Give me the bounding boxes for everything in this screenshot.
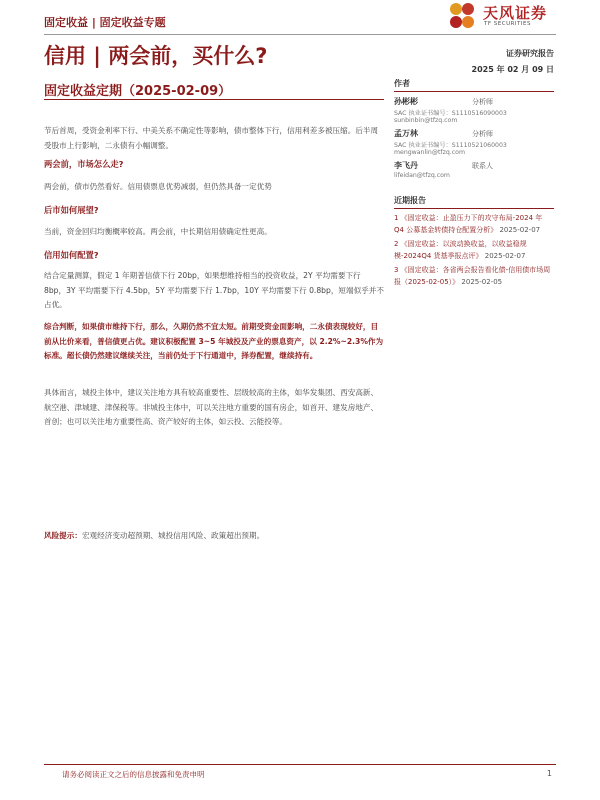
conclusion-paragraph: 综合判断，如果债市维持下行，那么，久期仍然不宜太短。前期受资金面影响，二永债表现较好，目前从比价来看，普信债更占优。建议积极配置 3~5 年城投及产业的票息资产，以 2.2%~2.3%作为标准。超长债仍然建议继续关注，当前仍处于下行通道中，择券配置，继续持有。: [44, 322, 384, 360]
recent-report-date: 2025-02-07: [484, 251, 526, 260]
recent-report-item[interactable]: [394, 213, 554, 236]
author-email[interactable]: lifeidan@tfzq.com: [394, 172, 450, 179]
recent-report-title[interactable]: 1 《固定收益：止盈压力下的攻守布局-2024 年 Q4 公募基金转债持仓配置分析》: [394, 214, 543, 234]
footer-disclaimer: 请务必阅读正文之后的信息披露和免责申明: [62, 770, 205, 779]
subtitle-divider: [44, 99, 384, 100]
section-heading-market: 两会前，市场怎么走?: [44, 159, 124, 169]
recent-report-title[interactable]: 2 《固定收益：以波动换收益，以收益稳规模-2024Q4 货基季报点评》: [394, 240, 527, 260]
report-date: 2025 年 02 月 09 日: [471, 65, 554, 74]
section-text-allocation: 结合定量测算，假定 1 年期普信债下行 20bp，如果想维持相当的投资收益，2Y 平均需要下行 8bp，3Y 平均需要下行 4.5bp，5Y 平均需要下行 1.7bp，10Y 平均需要下行 0.8bp，短端似乎并不占优。: [44, 271, 384, 309]
risk-warning: [44, 530, 264, 541]
risk-label: 风险提示：: [44, 531, 82, 540]
footer-divider: [44, 764, 556, 765]
report-subtitle: 固定收益定期（2025-02-09）: [44, 84, 232, 99]
section-heading-allocation: 信用如何配置?: [44, 250, 99, 260]
author-role: 分析师: [472, 98, 493, 106]
author-email[interactable]: sunbinbin@tfzq.com: [394, 117, 458, 124]
company-logo: [446, 0, 556, 34]
author-name: 孟万林: [394, 129, 418, 138]
risk-text: 宏观经济变动超预期、城投信用风险、政策超出预期。: [81, 531, 265, 540]
report-type: 证券研究报告: [506, 49, 554, 58]
recent-reports-heading: 近期报告: [394, 195, 554, 209]
logo-mark-icon: [446, 0, 480, 34]
recent-report-item[interactable]: [394, 239, 554, 262]
intro-paragraph: 节后首周，受资金利率下行、中美关系不确定性等影响，债市整体下行，信用利差多被压缩。后半周受股市上行影响，二永债有小幅调整。: [44, 126, 379, 150]
section-text-outlook: 当前，资金回归均衡概率较高。两会前，中长期信用债确定性更高。: [44, 227, 272, 236]
title-divider: [44, 34, 556, 35]
recent-report-title[interactable]: 3 《固定收益：各省两会报告看化债-信用债市场周报（2025-02-05）》: [394, 266, 551, 286]
recent-report-date: 2025-02-05: [461, 277, 503, 286]
page-title: 信用 | 两会前，买什么?: [44, 44, 268, 68]
recent-report-item[interactable]: [394, 265, 554, 288]
author-name: 孙彬彬: [394, 97, 418, 106]
author-role: 联系人: [472, 162, 493, 170]
sidebar: [394, 78, 554, 286]
section-heading-outlook: 后市如何展望?: [44, 205, 99, 215]
logo-text-cn: 天风证券: [483, 4, 548, 22]
author-role: 分析师: [472, 130, 493, 138]
header-category: 固定收益 | 固定收益专题: [44, 16, 166, 29]
specific-paragraph: 具体而言，城投主体中，建议关注地方具有较高重要性、层级较高的主体，如华发集团、西安高新、航空港、津城建、津保税等。非城投主体中，可以关注地方重要的国有房企，如首开、建发房地产、首创；也可以关注地方重要性高、资产较好的主体，如云投、云能投等。: [44, 388, 379, 426]
section-text-market: 两会前，债市仍然看好。信用债票息优势减弱，但仍然具备一定优势: [44, 182, 272, 191]
recent-reports: [394, 195, 554, 288]
logo-text-en: TF SECURITIES: [484, 21, 531, 27]
author-cert: SAC 执业证书编号：S1110516090003: [394, 110, 507, 117]
authors-heading: 作者: [394, 78, 554, 92]
author-email[interactable]: mengwanlin@tfzq.com: [394, 149, 465, 156]
author-cert: SAC 执业证书编号：S1110521060003: [394, 142, 507, 149]
recent-report-date: 2025-02-07: [499, 225, 541, 234]
author-name: 李飞丹: [394, 161, 418, 170]
page-number: 1: [546, 769, 552, 778]
